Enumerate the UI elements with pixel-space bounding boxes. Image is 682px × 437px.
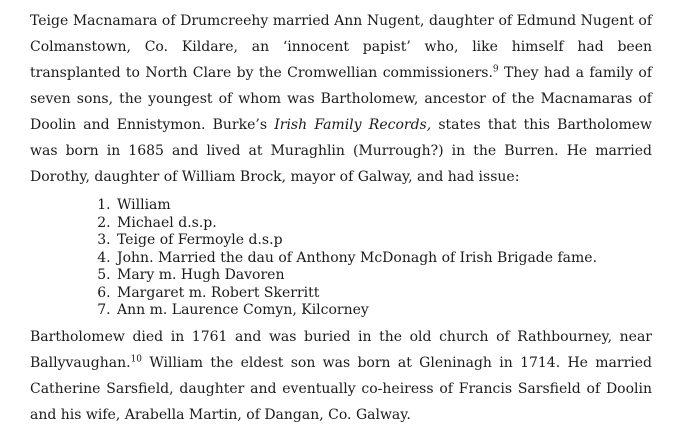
issue-list <box>30 197 652 320</box>
closing-text-2: William the eldest son was born at Gleninagh in 1714. He married Catherine Sarsfield, daughter and eventually co-heiress of Francis Sarsfield of Doolin and his wife, Arabella Martin, of Dangan, Co. Galway. <box>30 354 652 423</box>
list-item: 6. Margaret m. Robert Skerritt <box>115 285 652 303</box>
intro-text-2: They had a family of seven sons, the youngest of whom was Bartholomew, ancestor of the Macnamaras of Doolin and Ennistymon. Burke’s <box>30 65 652 133</box>
footnote-ref-10[interactable]: 10 <box>130 353 143 364</box>
list-item: 7. Ann m. Laurence Comyn, Kilcorney <box>115 302 652 320</box>
intro-paragraph <box>30 8 652 190</box>
list-item: 5. Mary m. Hugh Davoren <box>115 267 652 285</box>
document-page <box>30 8 652 428</box>
intro-text-1: Teige Macnamara of Drumcreehy married Ann Nugent, daughter of Edmund Nugent of Colmanstown, Co. Kildare, an ‘innocent papist’ who, like himself had been transplanted to North Clare by the Cromwellian commissioners. <box>30 13 652 81</box>
list-item: 2. Michael d.s.p. <box>115 215 652 233</box>
footnote-ref-9[interactable]: 9 <box>492 64 499 75</box>
list-item: 1. William <box>115 197 652 215</box>
closing-text-1: Bartholomew died in 1761 and was buried in the old church of Rathbourney, near Ballyvaughan. <box>30 328 652 371</box>
list-item: 4. John. Married the dau of Anthony McDonagh of Irish Brigade fame. <box>115 250 652 268</box>
book-title: Irish Family Records, <box>274 117 432 133</box>
intro-text-3: states that this Bartholomew was born in 1685 and lived at Muraghlin (Murrough?) in the Burren. He married Dorothy, daughter of William Brock, mayor of Galway, and had issue: <box>30 117 653 185</box>
closing-paragraph <box>30 324 652 428</box>
list-item: 3. Teige of Fermoyle d.s.p <box>115 232 652 250</box>
